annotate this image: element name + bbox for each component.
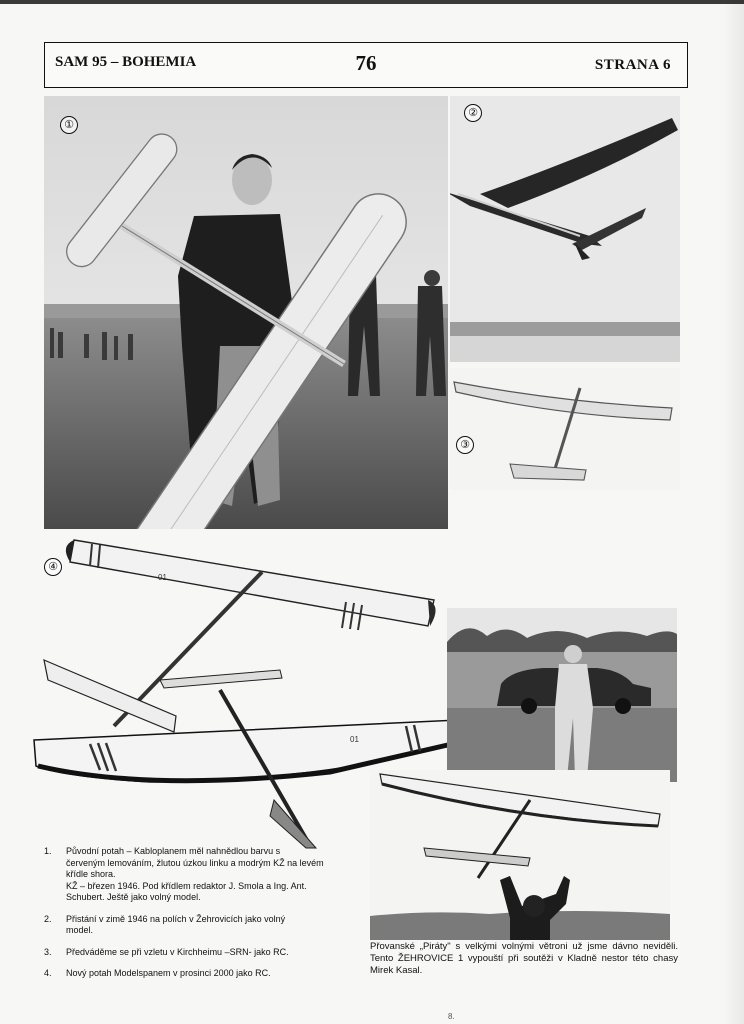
publication-title: SAM 95 – BOHEMIA <box>55 54 197 70</box>
figure-number-1: ① <box>60 116 78 134</box>
caption-text: KŽ – březen 1946. Pod křídlem redaktor J. Smola a Ing. Ant. <box>66 880 307 891</box>
caption-number: 3. <box>44 946 52 957</box>
caption-4 <box>44 968 364 980</box>
page-shadow <box>722 0 744 1024</box>
figure-number-3: ③ <box>456 436 474 454</box>
photo-5 <box>447 608 677 782</box>
wing-marking-2: 01 <box>350 735 359 744</box>
caption-list <box>44 846 364 990</box>
photo-1 <box>44 96 448 529</box>
issue-number: 76 <box>355 51 377 75</box>
caption-text: Původní potah – Kabloplanem měl nahnědlou barvu s <box>66 846 281 856</box>
photo-2 <box>450 96 680 362</box>
footer-mark: 8. <box>448 1012 455 1021</box>
photo-3 <box>450 368 680 490</box>
caption-text: křídle shora. <box>66 869 116 879</box>
caption-text: model. <box>66 925 94 935</box>
caption-text: Přistání v zimě 1946 na polích v Žehrovicích jako volný <box>66 913 286 924</box>
figure-number-4: ④ <box>44 558 62 576</box>
caption-2 <box>44 914 364 937</box>
caption-number: 1. <box>44 846 52 856</box>
page-number: STRANA 6 <box>594 57 671 73</box>
caption-text: Schubert. Ještě jako volný model. <box>66 892 201 902</box>
caption-number: 2. <box>44 913 52 924</box>
caption-3 <box>44 947 364 959</box>
page-top-edge <box>0 0 744 4</box>
caption-1 <box>44 846 364 904</box>
caption-number: 4. <box>44 968 52 978</box>
caption-text: červeným lemováním, žlutou úzkou linku a modrým KŽ na levém <box>66 857 324 868</box>
figure-number-2: ② <box>464 104 482 122</box>
caption-text: Předváděme se při vzletu v Kirchheimu –SRN- jako RC. <box>66 946 289 957</box>
page-header <box>44 42 688 88</box>
photo-note: Přovanské „Piráty" s velkými volnými větroni už jsme dávno neviděli. Tento ŽEHROVICE 1 vypouští při soutěži v Kladně nestor této chasy Mirek Kasal. <box>370 941 678 976</box>
wing-marking-1: 01 <box>158 573 167 582</box>
caption-text: Nový potah Modelspanem v prosinci 2000 jako RC. <box>66 968 271 978</box>
photo-6 <box>370 770 670 940</box>
